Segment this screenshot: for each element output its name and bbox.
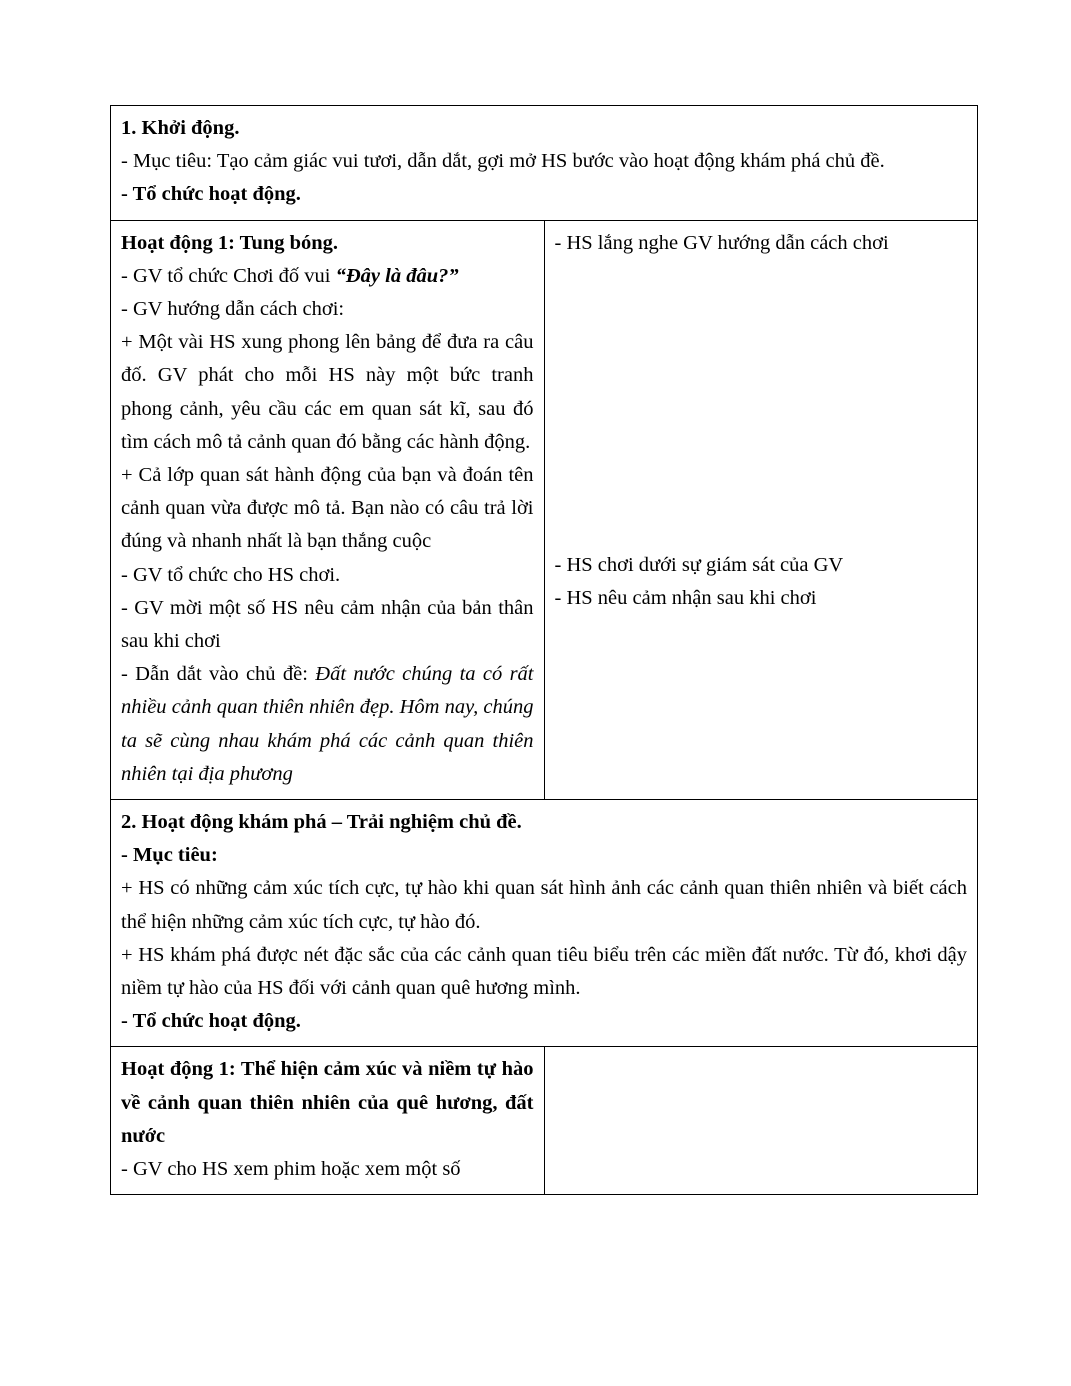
paragraph-gv-huong-dan-cach-choi: - GV hướng dẫn cách chơi:: [121, 298, 345, 321]
heading-to-chuc-hoat-dong-2: - Tổ chức hoạt động.: [121, 1010, 301, 1033]
text-prefix-dan-dat: - Dẫn dắt vào chủ đề:: [121, 663, 316, 686]
heading-khoi-dong: 1. Khởi động.: [121, 117, 240, 139]
text-emphasis-day-la-dau: “Đây là đâu?”: [335, 264, 459, 287]
heading-hoat-dong-kham-pha: 2. Hoạt động khám phá – Trải nghiệm chủ đề.: [121, 811, 522, 834]
paragraph-ca-lop-quan-sat: + Cả lớp quan sát hành động của bạn và đoán tên cảnh quan vừa được mô tả. Bạn nào có câu trả lời đúng và nhanh nhất là bạn thắng cuộc: [121, 464, 534, 553]
heading-muc-tieu: - Mục tiêu:: [121, 844, 218, 867]
table-row-kham-pha-header: [111, 800, 978, 1047]
table-row-hoat-dong-tung-bong: [111, 220, 978, 799]
cell-hoat-dong-tung-bong-right: [544, 220, 978, 799]
paragraph-gv-to-chuc-choi-do-vui: [121, 260, 534, 293]
cell-kham-pha-header: [111, 800, 978, 1047]
heading-hoat-dong-1-tung-bong: Hoạt động 1: Tung bóng.: [121, 231, 339, 254]
paragraph-gv-cho-hs-xem-phim: - GV cho HS xem phim hoặc xem một số: [121, 1158, 461, 1181]
cell-khoi-dong-header: [111, 106, 978, 221]
paragraph-dan-dat-vao-chu-de: [121, 658, 534, 791]
heading-hoat-dong-1-the-hien-cam-xuc: Hoạt động 1: Thể hiện cảm xúc và niềm tự hào về cảnh quan thiên nhiên của quê hương, đất nước: [121, 1058, 534, 1147]
table-row-the-hien-cam-xuc: [111, 1047, 978, 1195]
empty-right-cell: [555, 1053, 968, 1086]
text-muc-tieu-1: + HS có những cảm xúc tích cực, tự hào khi quan sát hình ảnh các cảnh quan thiên nhiên và biết cách thể hiện những cảm xúc tích cực, tự hào đó.: [121, 877, 967, 933]
text-muc-tieu-khoi-dong: - Mục tiêu: Tạo cảm giác vui tươi, dẫn dắt, gợi mở HS bước vào hoạt động khám phá chủ đề.: [121, 150, 885, 173]
text-hs-neu-cam-nhan: - HS nêu cảm nhận sau khi chơi: [554, 587, 817, 610]
spacer-right-column: [555, 260, 968, 549]
text-hs-lang-nghe: - HS lắng nghe GV hướng dẫn cách chơi: [554, 231, 889, 254]
lesson-plan-table: [110, 105, 978, 1195]
cell-the-hien-cam-xuc-left: [111, 1047, 545, 1195]
paragraph-mot-vai-hs: + Một vài HS xung phong lên bảng để đưa ra câu đố. GV phát cho mỗi HS này một bức tranh phong cảnh, yêu cầu các em quan sát kĩ, sau đó tìm cách mô tả cảnh quan đó bằng các hành động.: [121, 331, 534, 453]
text-prefix: - GV tổ chức Chơi đố vui: [121, 264, 336, 287]
table-row-khoi-dong-header: [111, 106, 978, 221]
cell-hoat-dong-tung-bong-left: [111, 220, 545, 799]
paragraph-gv-to-chuc-cho-hs-choi: - GV tổ chức cho HS chơi.: [121, 563, 341, 586]
heading-to-chuc-hoat-dong-1: - Tổ chức hoạt động.: [121, 183, 301, 206]
paragraph-gv-moi-mot-so-hs: - GV mời một số HS nêu cảm nhận của bản thân sau khi chơi: [121, 596, 534, 653]
cell-the-hien-cam-xuc-right: [544, 1047, 978, 1195]
text-italic-dat-nuoc: Đất nước chúng ta có rất nhiều cảnh quan thiên nhiên đẹp. Hôm nay, chúng ta sẽ cùng nhau khám phá các cảnh quan thiên nhiên tại địa phương: [121, 663, 534, 785]
text-muc-tieu-2: + HS khám phá được nét đặc sắc của các cảnh quan tiêu biểu trên các miền đất nước. Từ đó, khơi dậy niềm tự hào của HS đối với cảnh quan quê hương mình.: [121, 943, 967, 1000]
text-hs-choi-duoi-su-giam-sat: - HS chơi dưới sự giám sát của GV: [554, 553, 844, 576]
